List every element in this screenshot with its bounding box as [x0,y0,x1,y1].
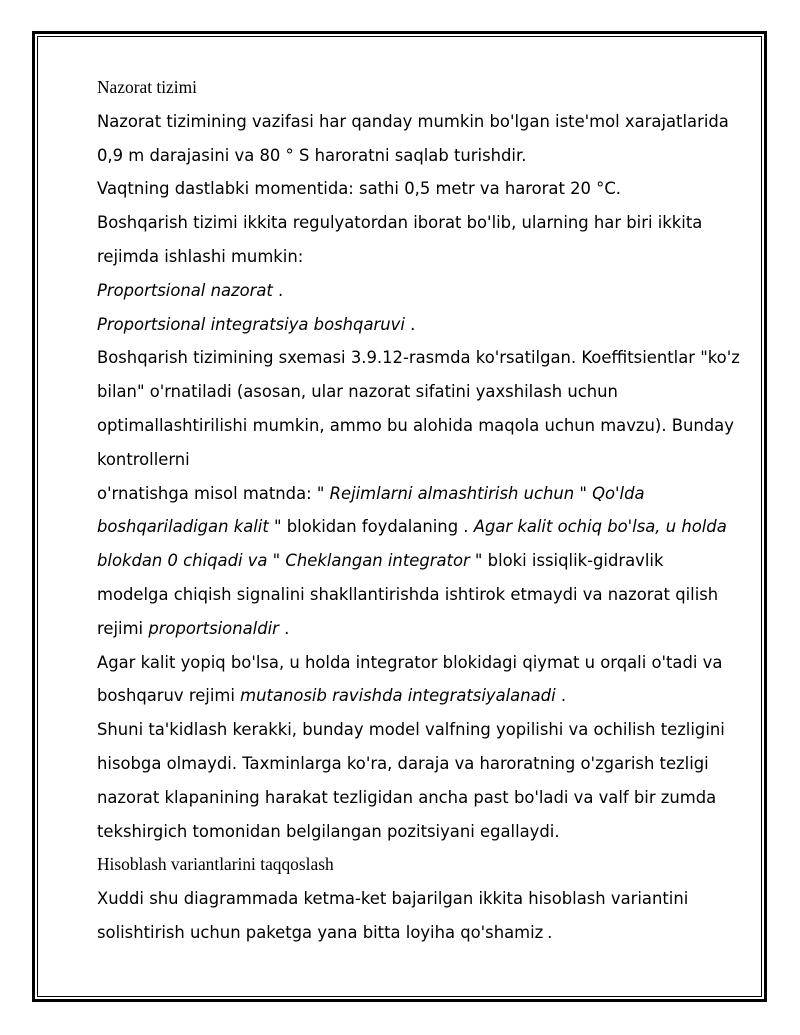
italic-text-run: Proportsional integratsiya boshqaruvi [97,314,405,334]
text-run: Boshqarish tizimining sxemasi 3.9.12-rasmda ko'rsatilgan. Koeffitsientlar "ko'z [97,348,740,368]
text-line [97,916,727,950]
text-run: modelga chiqish signalini shakllantirishda ishtirok etmaydi va nazorat qilish [97,584,719,604]
text-line [97,71,727,105]
text-run: rejimda ishlashi mumkin: [97,246,304,266]
text-line [97,240,727,274]
text-line [97,409,734,443]
italic-text-run: Proportsional nazorat [97,280,273,300]
text-line [97,308,727,342]
text-line [97,679,727,713]
text-run: solishtirish uchun paketga yana bitta loyiha qo'shamiz [97,922,544,942]
text-run: hisobga olmaydi. Taxminlarga ko'ra, daraja va haroratning o'zgarish tezligi [97,753,709,773]
text-line [97,848,727,882]
italic-text-run: Rejimlarni almashtirish uchun " Qo'lda [329,483,645,503]
document-body [97,71,740,950]
text-run: boshqaruv rejimi [97,686,241,706]
text-line [97,375,727,409]
text-run: kontrollerni [97,449,190,469]
text-line [97,747,727,781]
text-line [97,172,727,206]
text-run: . [278,618,290,638]
text-run: tekshirgich tomonidan belgilangan pozitsiyani egallaydi. [97,821,560,841]
text-run: optimallashtirilishi mumkin, ammo bu alohida maqola uchun mavzu). Bunday [97,415,734,435]
text-run: bilan" o'rnatiladi (asosan, ular nazorat sifatini yaxshilash uchun [97,382,618,402]
text-run: . [543,921,552,942]
text-run: " bloki issiqlik-gidravlik [469,551,664,571]
text-run: nazorat klapanining harakat tezligidan ancha past bo'ladi va valf bir zumda [97,787,717,807]
text-run: Nazorat tizimining vazifasi har qanday mumkin bo'lgan iste'mol xarajatlarida [97,111,729,131]
text-run: Xuddi shu diagrammada ketma-ket bajarilgan ikkita hisoblash variantini [97,889,689,909]
text-line [97,713,727,747]
text-line [97,612,727,646]
text-run: rejimi [97,618,149,638]
italic-text-run: boshqariladigan kalit [97,517,269,537]
text-line [97,882,727,916]
text-run: . [404,314,416,334]
text-run: " blokidan foydalaning . [268,517,474,537]
text-line [97,443,727,477]
text-line [97,815,727,849]
text-run: . [555,686,567,706]
italic-text-run: mutanosib ravishda integratsiyalanadi [240,686,556,706]
text-line [97,206,727,240]
text-line [97,341,740,375]
text-line [97,781,727,815]
text-line [97,578,727,612]
text-line [97,646,727,680]
text-line [97,477,727,511]
italic-text-run: blokdan 0 chiqadi va " Cheklangan integrator [97,551,470,571]
text-run: 0,9 m darajasini va 80 ° S haroratni saqlab turishdir. [97,145,527,165]
text-run: o'rnatishga misol matnda: " [97,483,330,503]
text-run: Nazorat tizimi [97,77,197,97]
text-run: Vaqtning dastlabki momentida: sathi 0,5 metr va harorat 20 °C. [97,179,622,199]
text-run: Boshqarish tizimi ikkita regulyatordan iborat bo'lib, ularning har biri ikkita [97,213,703,233]
text-line [97,274,727,308]
text-line [97,510,727,544]
italic-text-run: Agar kalit ochiq bo'lsa, u holda [473,517,727,537]
italic-text-run: proportsionaldir [148,618,279,638]
text-line [97,105,727,139]
text-line [97,139,727,173]
text-run: Agar kalit yopiq bo'lsa, u holda integrator blokidagi qiymat u orqali o'tadi va [97,652,723,672]
text-run: . [272,280,284,300]
text-run: Shuni ta'kidlash kerakki, bunday model valfning yopilishi va ochilish tezligini [97,720,725,740]
text-run: Hisoblash variantlarini taqqoslash [97,854,334,875]
text-line [97,544,727,578]
